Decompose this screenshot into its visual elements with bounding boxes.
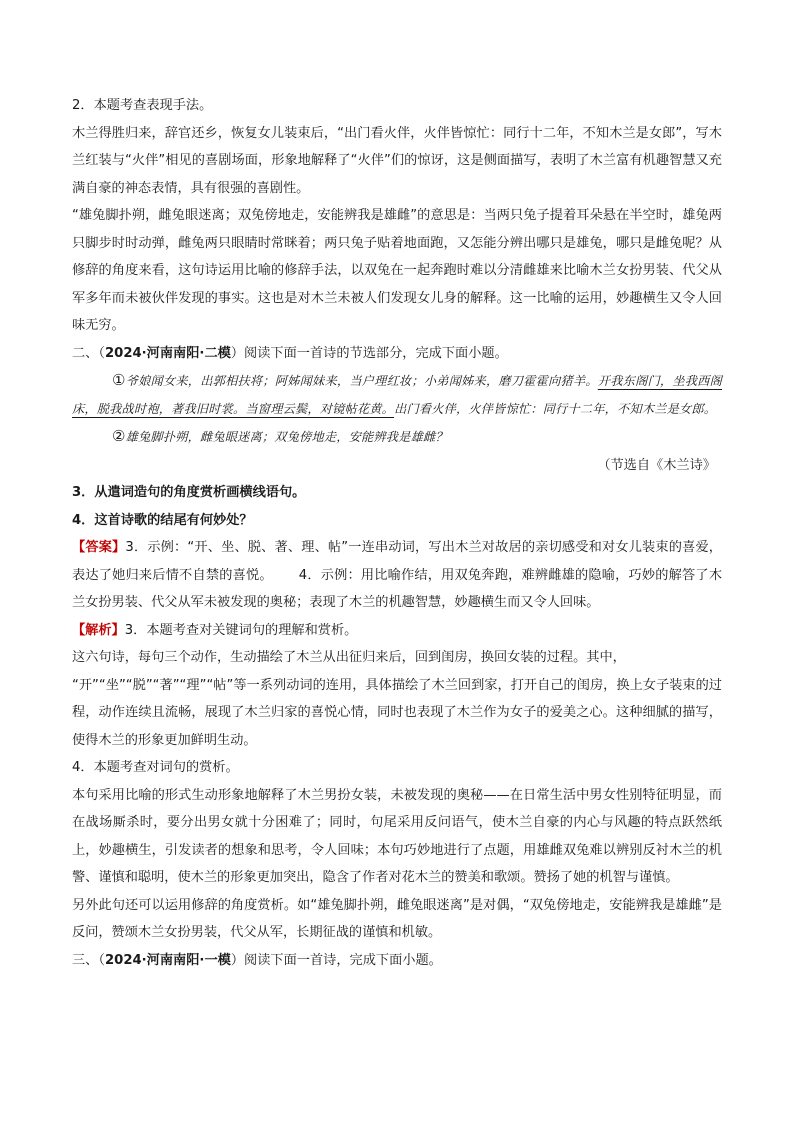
section-2-paragraph-2: “雄兔脚扑朔，雌兔眼迷离；双兔傍地走，安能辨我是雄雌”的意思是：当两只兔子提着耳朵悬在半空时，雄兔两只脚步时时动弹，雌兔两只眼睛时常眯着；两只兔子贴着地面跑，又怎能分辨出哪只是雄兔，哪只是雌兔呢？从修辞的角度来看，这句诗运用比喻的修辞手法，以双兔在一起奔跑时难以分清雌雄来比喻木兰女扮男装、代父从军多年而未被伙伴发现的事实。这也是对木兰未被人们发现女儿身的解释。这一比喻的运用，妙趣横生又令人回味无穷。 xyxy=(72,208,722,333)
heading-prefix: 三、（ xyxy=(72,952,105,968)
analysis-3-title xyxy=(72,617,722,645)
circled-number-1: ① xyxy=(112,371,126,389)
question-3-section-source: 2024·河南南阳·一模 xyxy=(104,952,231,968)
question-3: 3．从遣词造句的角度赏析画横线语句。 xyxy=(72,485,306,500)
heading-suffix: ）阅读下面一首诗，完成下面小题。 xyxy=(230,952,442,968)
answer-block xyxy=(72,534,722,617)
poem-1-part-b: 出门看火伴，火伴皆惊忙：同行十二年，不知木兰是女郎。 xyxy=(394,401,717,416)
analysis-3-title-text: 3．本题考查对关键词句的理解和赏析。 xyxy=(124,622,358,638)
answer-3: 3．示例：“开、坐、脱、著、理、帖”一连串动词，写出木兰对故居的亲切感受和对女儿装束的喜爱，表达了她归来后情不自禁的喜悦。 xyxy=(72,540,722,583)
circled-number-2: ② xyxy=(112,427,126,445)
analysis-4-paragraph-1: 本句采用比喻的形式生动形象地解释了木兰男扮女装，未被发现的奥秘——在日常生活中男女性别特征明显，而在战场厮杀时，要分出男女就十分困难了；同时，句尾采用反问语气，使木兰自豪的内心与风趣的特点跃然纸上，妙趣横生，引发读者的想象和思考，令人回味；本句巧妙地进行了点题，用雄雌双兔难以辨别反衬木兰的机警、谨慎和聪明，使木兰的形象更加突出，隐含了作者对花木兰的赞美和歌颂。赞扬了她的机智与谨慎。 xyxy=(72,787,722,885)
question-4: 4．这首诗歌的结尾有何妙处？ xyxy=(72,512,253,528)
analysis-4-title: 4．本题考查对词句的赏析。 xyxy=(72,760,239,775)
analysis-3-paragraph-1: 这六句诗，每句三个动作，生动描绘了木兰从出征归来后，回到闺房，换回女装的过程。其中， xyxy=(72,650,626,665)
answer-tag: 【答案】 xyxy=(72,540,126,555)
section-2-title xyxy=(72,92,722,120)
document-page xyxy=(72,92,722,974)
section-2-paragraph-1: 木兰得胜归来，辞官还乡，恢复女儿装束后，“出门看火伴，火伴皆惊忙：同行十二年，不知木兰是女郎”，写木兰红装与“火伴”相见的喜剧场面，形象地解释了“火伴”们的惊讶，这是侧面描写，表明了木兰富有机趣智慧又充满自豪的神态表情，具有很强的喜剧性。 xyxy=(72,125,722,196)
heading-suffix: ）阅读下面一首诗的节选部分，完成下面小题。 xyxy=(230,345,508,361)
question-2-source: 2024·河南南阳·二模 xyxy=(104,345,231,361)
analysis-4-paragraph-2: 另外此句还可以运用修辞的角度赏析。如“雄兔脚扑朔，雌兔眼迷离”是对偶，“双兔傍地走，安能辨我是雄雌”是反问，赞颂木兰女扮男装，代父从军，长期征战的谨慎和机敏。 xyxy=(72,897,722,940)
poem-1-underlined: 开我东阁门，坐我西阁床，脱我战时袍，著我旧时裳。当窗理云鬓，对镜帖花黄。 xyxy=(72,374,722,416)
question-2-heading xyxy=(72,340,722,368)
heading-prefix: 二、（ xyxy=(72,345,105,361)
answer-4: 4．示例：用比喻作结，用双兔奔跑，难辨雌雄的隐喻，巧妙的解答了木兰女扮男装、代父从军未被发现的奥秘；表现了木兰的机趣智慧，妙趣横生而又令人回味。 xyxy=(72,567,723,610)
section-2-title-text: 2．本题考查表现手法。 xyxy=(72,98,213,113)
question-3-section-heading xyxy=(72,947,722,975)
poem-1-part-a: 爷娘闻女来，出郭相扶将；阿姊闻妹来，当户理红妆；小弟闻姊来，磨刀霍霍向猪羊。 xyxy=(125,374,598,388)
analysis-3-paragraph-2: “开”“坐”“脱”“著”“理”“帖”等一系列动词的连用，具体描绘了木兰回到家，打开自己的闺房，换上女子装束的过程，动作连续且流畅，展现了木兰归家的喜悦心情，同时也表现了木兰作为女子的爱美之心。这种细腻的描写，使得木兰的形象更加鲜明生动。 xyxy=(72,677,722,748)
poem-stanza-2 xyxy=(72,423,722,452)
poem-source: （节选自《木兰诗》 xyxy=(597,457,716,473)
analysis-tag: 【解析】 xyxy=(72,622,125,638)
poem-stanza-1 xyxy=(72,367,722,423)
poem-2-text: 雄兔脚扑朔，雌兔眼迷离；双兔傍地走，安能辨我是雄雌？ xyxy=(125,430,448,444)
